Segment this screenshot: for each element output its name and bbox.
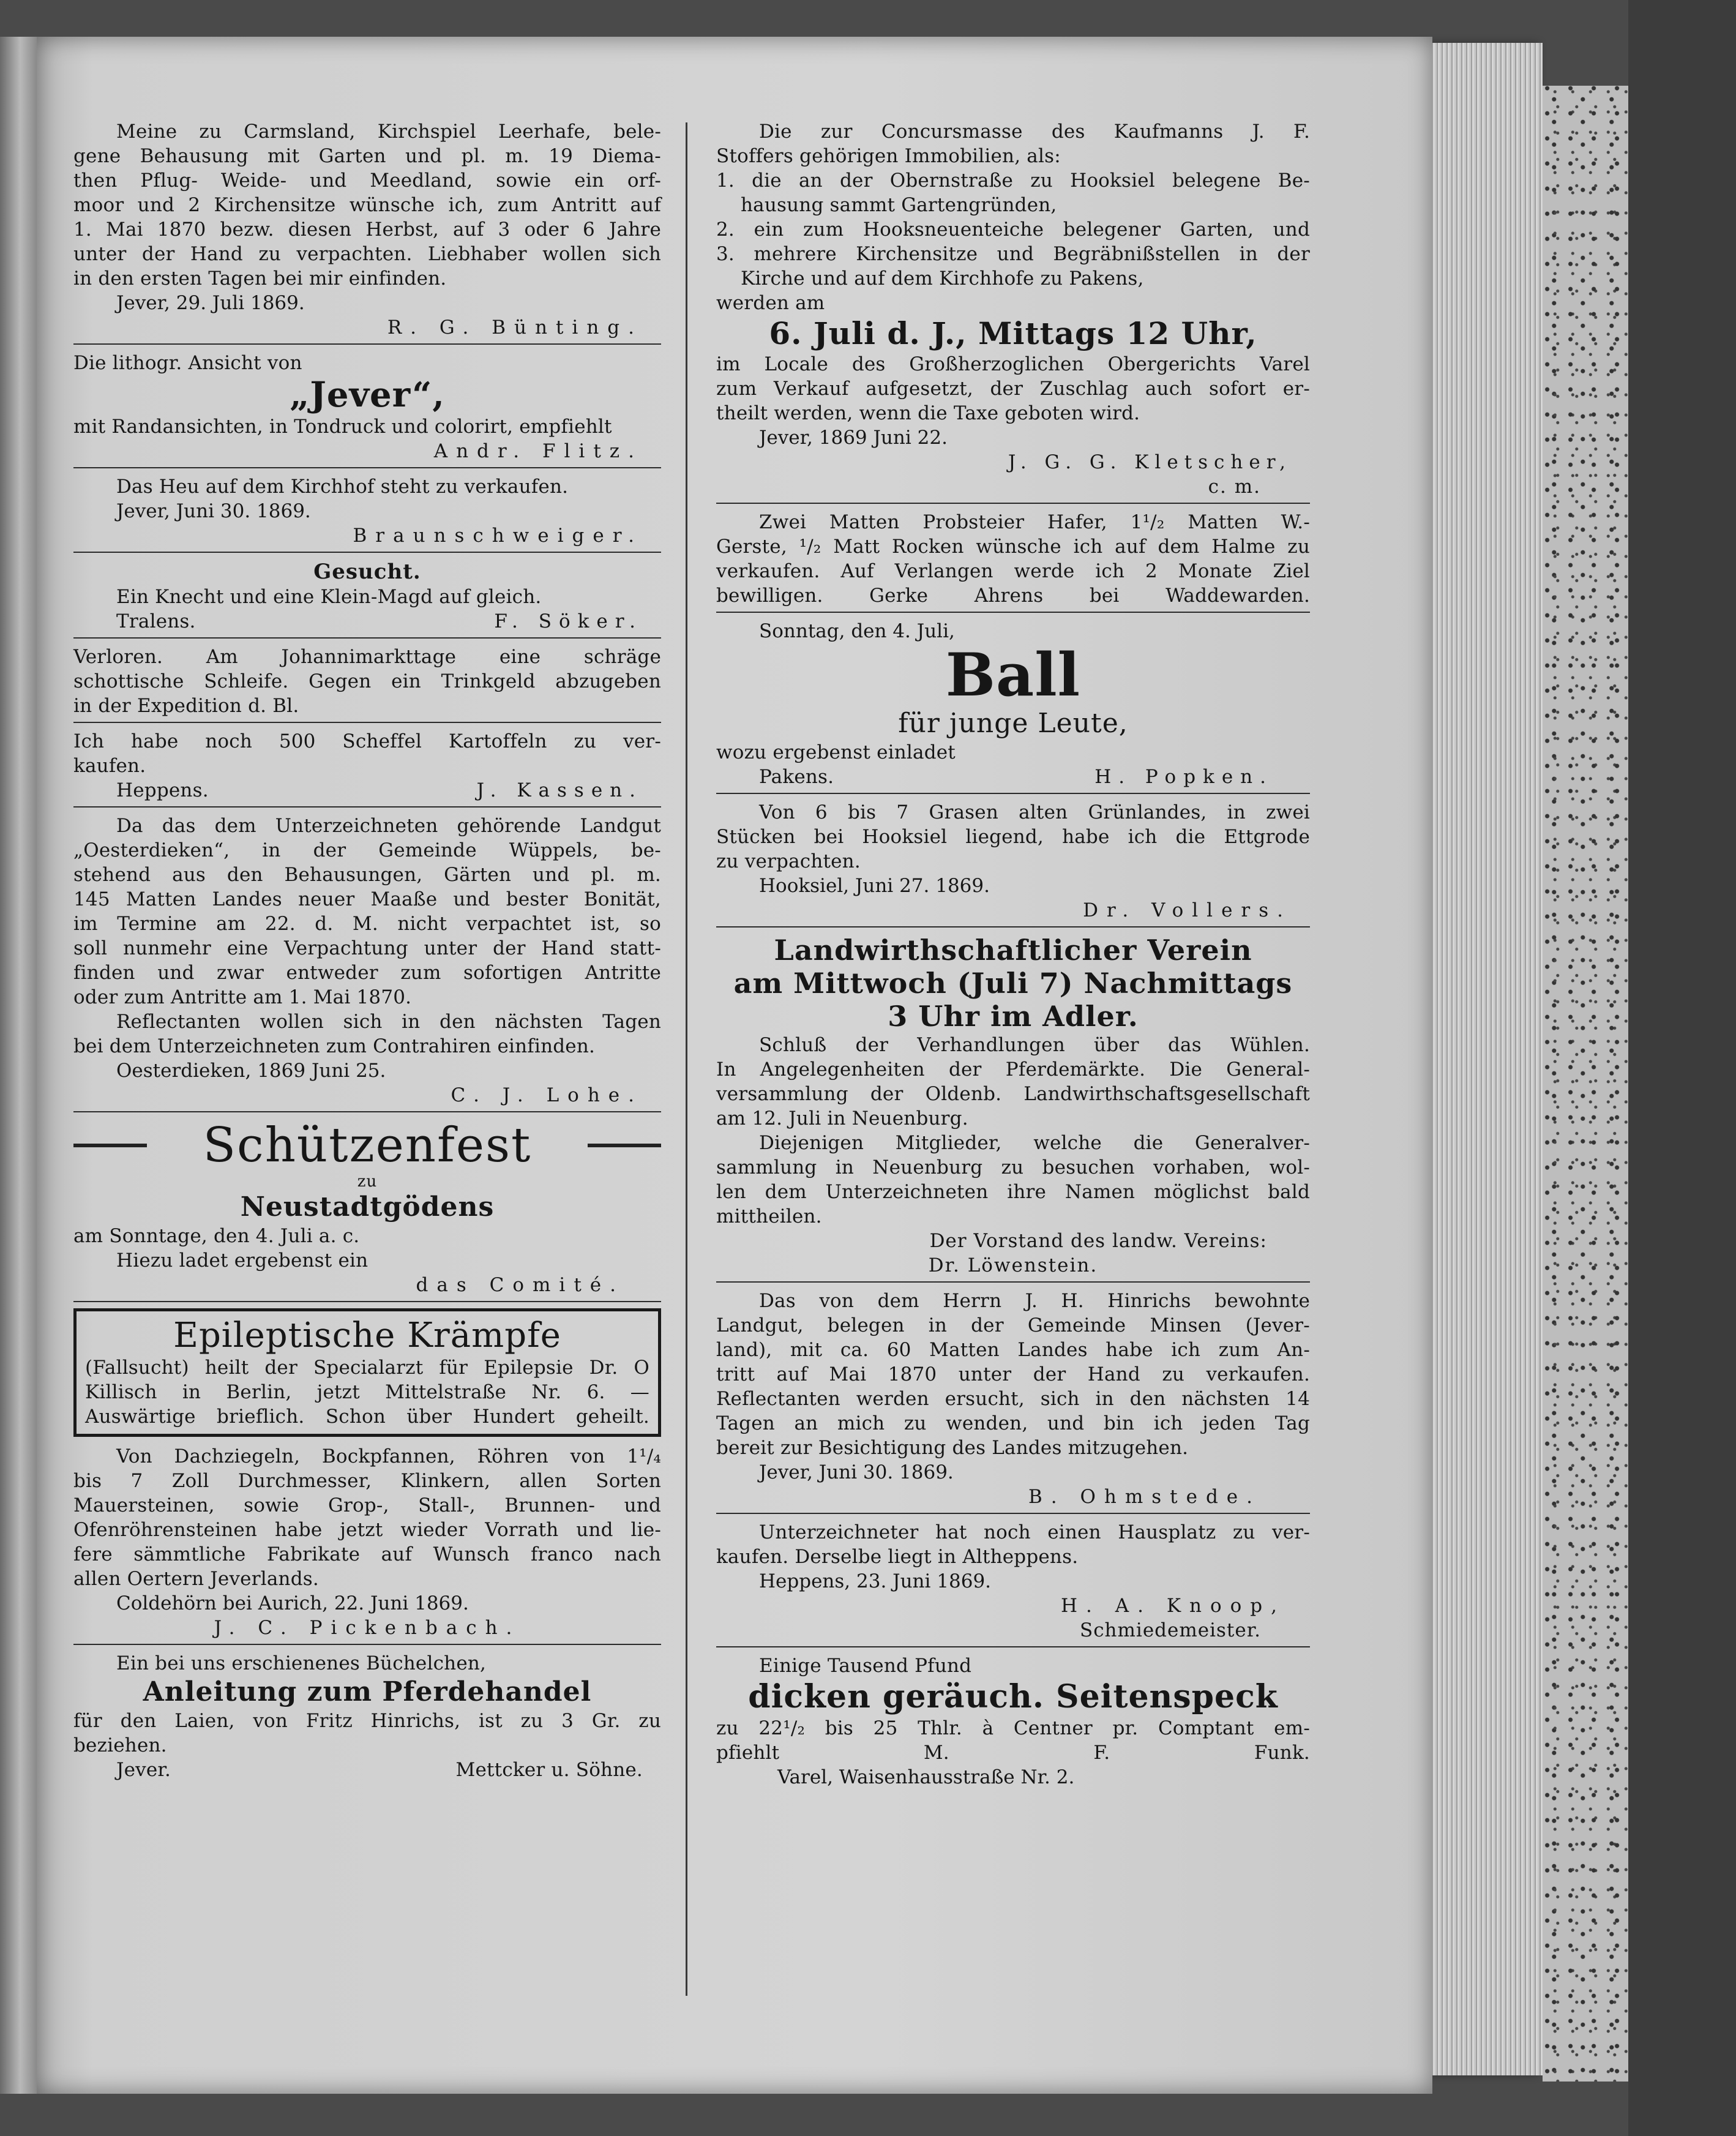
text-line: im Locale des Großherzoglichen Obergerichts Varel — [716, 353, 1310, 375]
text-line: Ich habe noch 500 Scheffel Kartoffeln zu ver- — [73, 730, 661, 752]
ad-signature-title: c. m. — [1208, 476, 1261, 498]
ad-signature: Braunschweiger. — [353, 525, 643, 547]
text-line: In Angelegenheiten der Pferdemärkte. Die General- — [716, 1059, 1310, 1081]
text-line: theilt werden, wenn die Taxe geboten wird. — [716, 402, 1140, 424]
text-line: versammlung der Oldenb. Landwirthschaftsgesellschaft — [716, 1083, 1310, 1105]
ad-carmsland — [73, 119, 661, 340]
text-line: Stücken bei Hooksiel liegend, habe ich die Ettgrode — [716, 826, 1310, 848]
text-line: allen Oertern Jeverlands. — [73, 1568, 319, 1590]
ad-hay — [73, 474, 661, 548]
ad-oesterdieken — [73, 814, 661, 1107]
text-line: unter der Hand zu verpachten. Liebhaber wollen sich — [73, 243, 661, 265]
ad-date: Jever, Juni 30. 1869. — [116, 500, 311, 522]
ad-headline: Epileptische Krämpfe — [173, 1316, 561, 1355]
text-line: Tagen an mich zu wenden, und bin ich jeden Tag — [716, 1412, 1310, 1434]
ad-place-headline: Neustadtgödens — [240, 1191, 495, 1223]
text-line: Reflectanten werden ersucht, sich in den nächsten 14 — [716, 1388, 1310, 1410]
text-line: hausung sammt Gartengründen, — [741, 194, 1057, 216]
ad-date: Jever, Juni 30. 1869. — [759, 1461, 954, 1483]
text-line: stehend aus den Behausungen, Gärten und pl. m. — [73, 864, 661, 886]
text-line: Von 6 bis 7 Grasen alten Grünlandes, in zwei — [759, 801, 1310, 823]
ad-seitenspeck — [716, 1654, 1310, 1789]
text-line: Ofenröhrensteinen habe jetzt wieder Vorrath und lie- — [73, 1519, 661, 1541]
text-line: Das Heu auf dem Kirchhof steht zu verkaufen. — [116, 476, 569, 498]
text-line: 145 Matten Landes neuer Maaße und bester Bonität, — [73, 888, 661, 910]
ad-divider — [73, 1111, 661, 1112]
text-line: len dem Unterzeichneten ihre Namen möglichst bald — [716, 1181, 1310, 1203]
text-line: wozu ergebenst einladet — [716, 741, 956, 763]
ad-dachziegeln — [73, 1444, 661, 1640]
text-line: kaufen. — [73, 755, 146, 777]
ad-minsen — [716, 1289, 1310, 1509]
ad-concursmasse — [716, 119, 1310, 499]
column-rule — [686, 122, 687, 1996]
text-line: soll nunmehr eine Verpachtung unter der Hand statt- — [73, 937, 661, 959]
ad-gruenland — [716, 800, 1310, 923]
text-line: Landgut, belegen in der Gemeinde Minsen (Jever- — [716, 1314, 1310, 1336]
ad-signature: H. A. Knoop, — [1061, 1595, 1285, 1617]
ad-place: Jever. — [116, 1759, 171, 1781]
ad-place: Tralens. — [116, 610, 196, 632]
ad-divider — [73, 1644, 661, 1645]
ad-signature: Mettcker u. Söhne. — [455, 1759, 643, 1781]
ad-signature: Dr. Löwenstein. — [928, 1254, 1098, 1276]
pointing-hand-icon — [73, 1135, 147, 1156]
ad-divider — [716, 1513, 1310, 1514]
text-line: Ein Knecht und eine Klein-Magd auf gleich. — [116, 586, 542, 608]
text-line: Killisch in Berlin, jetzt Mittelstraße Nr. 6. — — [85, 1381, 649, 1403]
ad-divider — [716, 503, 1310, 504]
text-line: werden am — [716, 292, 825, 314]
text-line: beziehen. — [73, 1734, 167, 1756]
ad-headline: Anleitung zum Pferdehandel — [143, 1676, 592, 1707]
ad-ball — [716, 619, 1310, 789]
text-line: Auswärtige brieflich. Schon über Hundert geheilt. — [85, 1406, 649, 1428]
ad-headline: am Mittwoch (Juli 7) Nachmittags — [733, 967, 1293, 1000]
ad-divider — [73, 552, 661, 553]
text-line: 2. ein zum Hooksneuenteiche belegener Garten, und — [716, 219, 1310, 241]
ad-signature: R. G. Bünting. — [387, 317, 643, 339]
ad-signature: Der Vorstand des landw. Vereins: — [929, 1230, 1267, 1252]
ad-epilepsie — [73, 1308, 661, 1437]
ad-headline: Ball — [945, 640, 1081, 710]
text-line: pfiehlt M. F. Funk. — [716, 1742, 1310, 1764]
ad-signature: C. J. Lohe. — [451, 1084, 643, 1106]
pointing-hand-icon — [588, 1135, 661, 1156]
text-line: bis 7 Zoll Durchmesser, Klinkern, allen Sorten — [73, 1470, 661, 1492]
ad-date: Heppens, 23. Juni 1869. — [759, 1570, 992, 1592]
ad-kartoffeln — [73, 729, 661, 803]
ad-place: Pakens. — [759, 766, 834, 788]
right-column — [716, 119, 1310, 1789]
ad-signature: J. C. Pickenbach. — [214, 1617, 521, 1639]
ad-divider — [716, 1646, 1310, 1647]
text-line: Unterzeichneter hat noch einen Hausplatz zu ver- — [759, 1521, 1310, 1543]
text-line: in der Expedition d. Bl. — [73, 695, 299, 717]
text-line: Hiezu ladet ergebenst ein — [116, 1250, 369, 1272]
text-line: then Pflug- Weide- und Meedland, sowie ein orf- — [73, 170, 661, 192]
ad-divider — [716, 612, 1310, 613]
ad-headline: Landwirthschaftlicher Verein — [774, 934, 1252, 967]
book-page-block — [1420, 43, 1543, 2075]
text-line: bereit zur Besichtigung des Landes mitzugehen. — [716, 1437, 1189, 1459]
ad-schuetzenfest — [73, 1119, 661, 1297]
text-line: im Termine am 22. d. M. nicht verpachtet ist, so — [73, 913, 661, 935]
text-line: tritt auf Mai 1870 unter der Hand zu verkaufen. — [716, 1363, 1310, 1385]
ad-date: Coldehörn bei Aurich, 22. Juni 1869. — [116, 1592, 469, 1614]
ad-verloren — [73, 645, 661, 718]
text-line: kaufen. Derselbe liegt in Altheppens. — [716, 1546, 1079, 1568]
text-line: für den Laien, von Fritz Hinrichs, ist zu 3 Gr. zu — [73, 1710, 661, 1732]
ad-hausplatz — [716, 1520, 1310, 1643]
ad-intro: Ein bei uns erschienenes Büchelchen, — [116, 1652, 487, 1674]
text-line: Das von dem Herrn J. H. Hinrichs bewohnte — [759, 1290, 1310, 1312]
ad-lithograph — [73, 351, 661, 463]
text-line: bei dem Unterzeichneten zum Contrahiren einfinden. — [73, 1035, 596, 1057]
ad-intro: Einige Tausend Pfund — [759, 1655, 972, 1677]
ad-headline: 3 Uhr im Adler. — [888, 1000, 1139, 1033]
ad-date: Sonntag, den 4. Juli, — [759, 620, 955, 642]
text-line: mit Randansichten, in Tondruck und colorirt, empfiehlt — [73, 416, 612, 438]
ad-signature: Andr. Flitz. — [433, 440, 643, 462]
text-line: zum Verkauf aufgesetzt, der Zuschlag auch sofort er- — [716, 378, 1310, 400]
ad-subtitle: für junge Leute, — [898, 708, 1128, 739]
ad-signature: F. Söker. — [494, 610, 643, 632]
ad-signature: J. G. G. Kletscher, — [1008, 451, 1292, 473]
ad-place: Heppens. — [116, 779, 209, 801]
ad-pferdehandel — [73, 1651, 661, 1782]
text-line: sammlung in Neuenburg zu besuchen vorhaben, wol- — [716, 1156, 1310, 1179]
ad-gesucht — [73, 559, 661, 634]
text-line: oder zum Antritte am 1. Mai 1870. — [73, 986, 412, 1008]
text-line: bewilligen. Gerke Ahrens bei Waddewarden. — [716, 585, 1310, 607]
ad-intro: Die lithogr. Ansicht von — [73, 352, 302, 374]
text-line: Da das dem Unterzeichneten gehörende Landgut — [116, 815, 661, 837]
text-line: zu 22¹/₂ bis 25 Thlr. à Centner pr. Comptant em- — [716, 1717, 1310, 1739]
text-line: am Sonntage, den 4. Juli a. c. — [73, 1225, 360, 1247]
ad-signature: Dr. Vollers. — [1083, 899, 1292, 921]
text-line: Diejenigen Mitglieder, welche die Generalver- — [759, 1132, 1310, 1154]
ad-divider — [73, 1301, 661, 1302]
text-line: gene Behausung mit Garten und pl. m. 19 Diema- — [73, 145, 661, 167]
text-line: Schluß der Verhandlungen über das Wühlen. — [759, 1034, 1310, 1056]
ad-divider — [73, 722, 661, 723]
text-line: am 12. Juli in Neuenburg. — [716, 1107, 968, 1130]
ad-signature: H. Popken. — [1094, 766, 1273, 788]
text-line: Verloren. Am Johannimarkttage eine schräge — [73, 646, 661, 668]
ad-divider — [716, 926, 1310, 927]
facing-page-edge — [0, 37, 37, 2094]
ad-signature: J. Kassen. — [476, 779, 643, 801]
ad-headline: Schützenfest — [203, 1118, 532, 1173]
text-line: Stoffers gehörigen Immobilien, als: — [716, 145, 1061, 167]
text-line: (Fallsucht) heilt der Specialarzt für Epilepsie Dr. O — [85, 1357, 649, 1379]
ad-address: Varel, Waisenhausstraße Nr. 2. — [777, 1766, 1075, 1788]
ad-divider — [73, 806, 661, 808]
text-line: Die zur Concursmasse des Kaufmanns J. F. — [759, 121, 1310, 143]
background-dark — [1628, 0, 1736, 2136]
ad-divider — [73, 637, 661, 639]
text-line: „Oesterdieken“, in der Gemeinde Wüppels, be- — [73, 839, 661, 861]
ad-divider — [716, 793, 1310, 794]
text-line: verkaufen. Auf Verlangen werde ich 2 Monate Ziel — [716, 560, 1310, 582]
text-line: in den ersten Tagen bei mir einfinden. — [73, 268, 447, 290]
text-line: land), mit ca. 60 Matten Landes habe ich zum An- — [716, 1339, 1310, 1361]
ad-headline: Gesucht. — [313, 560, 421, 584]
ad-date: Oesterdieken, 1869 Juni 25. — [116, 1060, 386, 1082]
text-line: Gerste, ¹/₂ Matt Rocken wünsche ich auf dem Halme zu — [716, 536, 1310, 558]
ad-signature: das Comité. — [416, 1274, 624, 1296]
text-line: Mauersteinen, sowie Grop-, Stall-, Brunnen- und — [73, 1494, 661, 1516]
text-line: mittheilen. — [716, 1205, 822, 1227]
ad-zu: zu — [357, 1172, 378, 1191]
text-line: fere sämmtliche Fabrikate auf Wunsch franco nach — [73, 1543, 661, 1565]
text-line: finden und zwar entweder zum sofortigen Antritte — [73, 962, 661, 984]
ad-divider — [73, 467, 661, 468]
text-line: moor und 2 Kirchensitze wünsche ich, zum Antritt auf — [73, 194, 661, 216]
text-line: zu verpachten. — [716, 850, 861, 872]
text-line: Zwei Matten Probsteier Hafer, 1¹/₂ Matten W.- — [759, 511, 1310, 533]
ad-divider — [73, 343, 661, 345]
text-line: schottische Schleife. Gegen ein Trinkgeld abzugeben — [73, 670, 661, 692]
ad-date: Hooksiel, Juni 27. 1869. — [759, 875, 990, 897]
ad-hafer — [716, 510, 1310, 608]
book-edge-speckle — [1543, 86, 1628, 2082]
ad-divider — [716, 1281, 1310, 1283]
ad-signature-title: Schmiedemeister. — [1079, 1619, 1261, 1641]
text-line: Von Dachziegeln, Bockpfannen, Röhren von 1¹/₄ — [116, 1445, 661, 1467]
ad-landwirthschaft — [716, 934, 1310, 1278]
ad-signature: B. Ohmstede. — [1028, 1486, 1261, 1508]
left-column — [73, 119, 661, 1782]
ad-headline: 6. Juli d. J., Mittags 12 Uhr, — [769, 315, 1257, 351]
text-line: 1. die an der Obernstraße zu Hooksiel belegene Be- — [716, 170, 1310, 192]
text-line: Reflectanten wollen sich in den nächsten Tagen — [116, 1011, 661, 1033]
ad-date: Jever, 29. Juli 1869. — [116, 292, 305, 314]
text-line: Kirche und auf dem Kirchhofe zu Pakens, — [741, 268, 1144, 290]
text-line: 1. Mai 1870 bezw. diesen Herbst, auf 3 oder 6 Jahre — [73, 219, 661, 241]
text-line: 3. mehrere Kirchensitze und Begräbnißstellen in der — [716, 243, 1310, 265]
ad-headline: „Jever“, — [290, 375, 445, 415]
text-line: Meine zu Carmsland, Kirchspiel Leerhafe, bele- — [116, 121, 661, 143]
ad-date: Jever, 1869 Juni 22. — [759, 427, 948, 449]
ad-headline: dicken geräuch. Seitenspeck — [748, 1678, 1278, 1715]
